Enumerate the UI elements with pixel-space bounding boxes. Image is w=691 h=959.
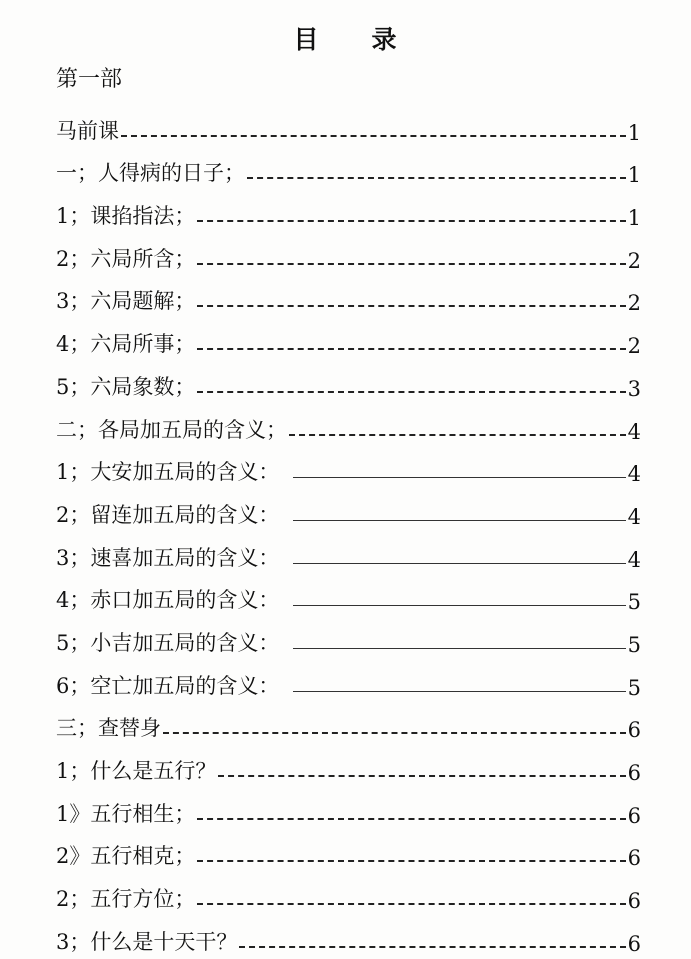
dot-leader [197,860,625,862]
toc-entry[interactable] [56,444,641,487]
toc-entry-page: 6 [627,846,641,871]
toc-entry-label: 2》五行相克； [56,844,196,869]
dot-leader [293,691,625,692]
toc-entry-page: 4 [627,547,641,572]
dot-leader [247,177,626,179]
toc-entry[interactable] [56,742,641,785]
toc-entry[interactable] [56,273,641,316]
toc-entry-page: 5 [627,632,641,657]
toc-entry[interactable] [56,315,641,358]
toc-entry-label: 5；小吉加五局的含义： [56,630,280,655]
toc-entry-page: 6 [627,931,641,956]
toc-entry-page: 6 [627,803,641,828]
toc-entry[interactable] [56,102,641,145]
toc-entry-page: 6 [627,761,641,785]
toc-entry-page: 2 [627,248,641,273]
toc-entry-label: 二；各局加五局的含义； [56,417,287,442]
toc-entry-page: 2 [627,334,641,359]
toc-entry-label: 1；什么是五行？ [56,759,217,783]
toc-entry-page: 4 [627,462,641,487]
toc-entry[interactable] [56,700,641,743]
toc-entry[interactable] [56,529,641,572]
dot-leader [197,348,625,350]
toc-entry[interactable] [56,358,641,401]
toc-entry-page: 6 [627,718,641,743]
toc-entry-label: 5；六局象数； [56,374,196,399]
title-char-1: 目 [293,25,320,54]
table-of-contents [56,102,641,956]
toc-entry[interactable] [56,572,641,615]
toc-entry-label: 3；六局题解； [56,289,196,314]
toc-entry-label: 1》五行相生； [56,801,196,826]
dot-leader [197,818,625,820]
dot-leader [163,732,626,734]
dot-leader [197,903,625,905]
dot-leader [293,520,625,521]
toc-entry-page: 4 [627,504,641,529]
toc-entry[interactable] [56,614,641,657]
toc-entry-label: 2；六局所含； [56,246,196,271]
toc-entry[interactable] [56,486,641,529]
dot-leader [197,305,625,307]
dot-leader [293,648,625,649]
toc-entry-page: 5 [627,590,641,615]
toc-entry-page: 2 [627,291,641,316]
toc-entry-page: 6 [627,889,641,914]
toc-entry[interactable] [56,870,641,913]
toc-entry-label: 3；什么是十天干？ [56,929,238,954]
toc-entry-page: 1 [627,206,641,231]
toc-entry[interactable] [56,913,641,956]
toc-entry-label: 2；留连加五局的含义： [56,502,280,527]
toc-entry[interactable] [56,828,641,871]
dot-leader [218,775,625,777]
toc-entry-page: 1 [627,163,641,188]
toc-entry-label: 三；查替身 [56,716,161,741]
toc-entry-label: 6；空亡加五局的含义： [56,673,280,698]
toc-entry-label: 3；速喜加五局的含义： [56,545,280,570]
title-char-2: 录 [371,25,398,54]
toc-entry-label: 2；五行方位； [56,887,196,912]
toc-entry[interactable] [56,785,641,828]
toc-entry-label: 1；课掐指法； [56,204,196,229]
dot-leader [293,605,625,606]
page-title [0,20,691,56]
dot-leader [239,946,625,948]
dot-leader [289,434,626,436]
toc-entry[interactable] [56,657,641,700]
toc-entry[interactable] [56,145,641,188]
toc-entry-label: 4；赤口加五局的含义： [56,588,280,613]
toc-entry-page: 4 [627,419,641,444]
toc-entry-label: 1；大安加五局的含义： [56,460,280,485]
toc-entry-page: 5 [627,675,641,700]
dot-leader [197,391,625,393]
dot-leader [197,263,625,265]
toc-entry-page: 1 [627,120,641,145]
toc-entry-label: 马前课 [56,118,119,143]
part-heading: 第一部 [56,67,123,92]
dot-leader [121,135,626,137]
dot-leader [293,477,625,478]
toc-entry[interactable] [56,187,641,230]
toc-entry[interactable] [56,401,641,444]
toc-entry-page: 3 [627,376,641,401]
toc-entry-label: 4；六局所事； [56,332,196,357]
dot-leader [197,220,625,222]
toc-entry-label: 一；人得病的日子； [56,161,245,186]
dot-leader [293,563,625,564]
toc-entry[interactable] [56,230,641,273]
